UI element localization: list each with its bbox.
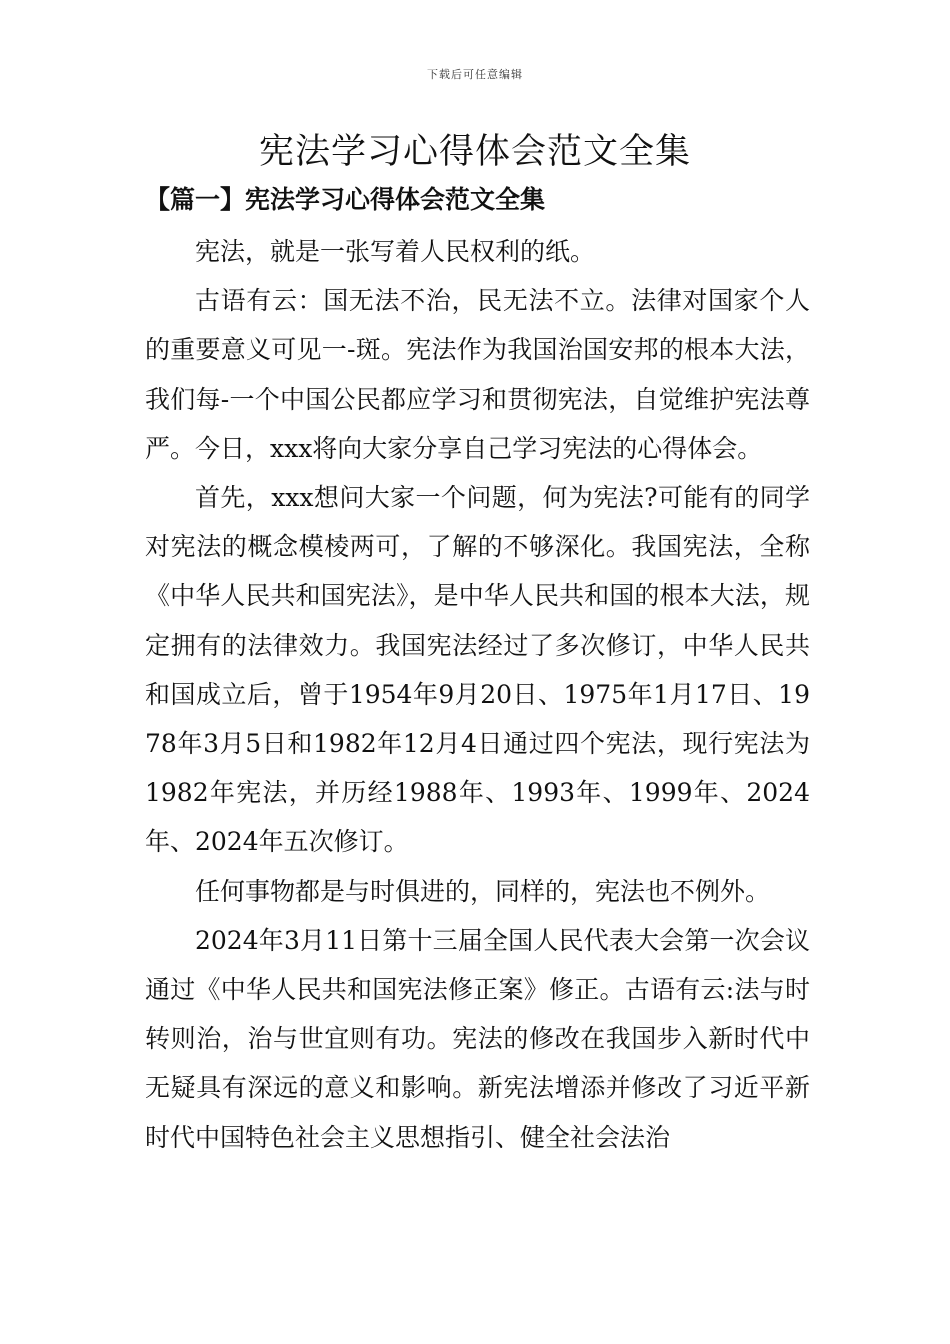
paragraph: 首先，xxx想问大家一个问题，何为宪法?可能有的同学对宪法的概念模棱两可，了解的不够深化。我国宪法，全称《中华人民共和国宪法》，是中华人民共和国的根本大法，规定拥有的法律效力。我国宪法经过了多次修订，中华人民共和国成立后，曾于1954年9月20日、1975年1月17日、1978年3月5日和1982年12月4日通过四个宪法，现行宪法为1982年宪法，并历经1988年、1993年、1999年、2024年、2024年五次修订。	[145, 483, 810, 857]
page-header-note: 下载后可任意编辑	[427, 68, 523, 81]
paragraph: 古语有云：国无法不治，民无法不立。法律对国家个人的重要意义可见一-斑。宪法作为我国治国安邦的根本大法，我们每-一个中国公民都应学习和贯彻宪法，自觉维护宪法尊严。今日，xxx将向大家分享自己学习宪法的心得体会。	[145, 286, 810, 463]
document-title: 宪法学习心得体会范文全集	[258, 132, 691, 172]
paragraph: 宪法，就是一张写着人民权利的纸。	[195, 237, 596, 266]
paragraph: 2024年3月11日第十三届全国人民代表大会第一次会议通过《中华人民共和国宪法修正案》修正。古语有云:法与时转则治，治与世宜则有功。宪法的修改在我国步入新时代中无疑具有深远的意义和影响。新宪法增添并修改了习近平新时代中国特色社会主义思想指引、健全社会法治	[145, 925, 810, 1152]
document-body	[145, 227, 810, 1162]
section-heading: 【篇一】宪法学习心得体会范文全集	[145, 185, 546, 214]
paragraph: 任何事物都是与时俱进的，同样的，宪法也不例外。	[195, 876, 771, 906]
